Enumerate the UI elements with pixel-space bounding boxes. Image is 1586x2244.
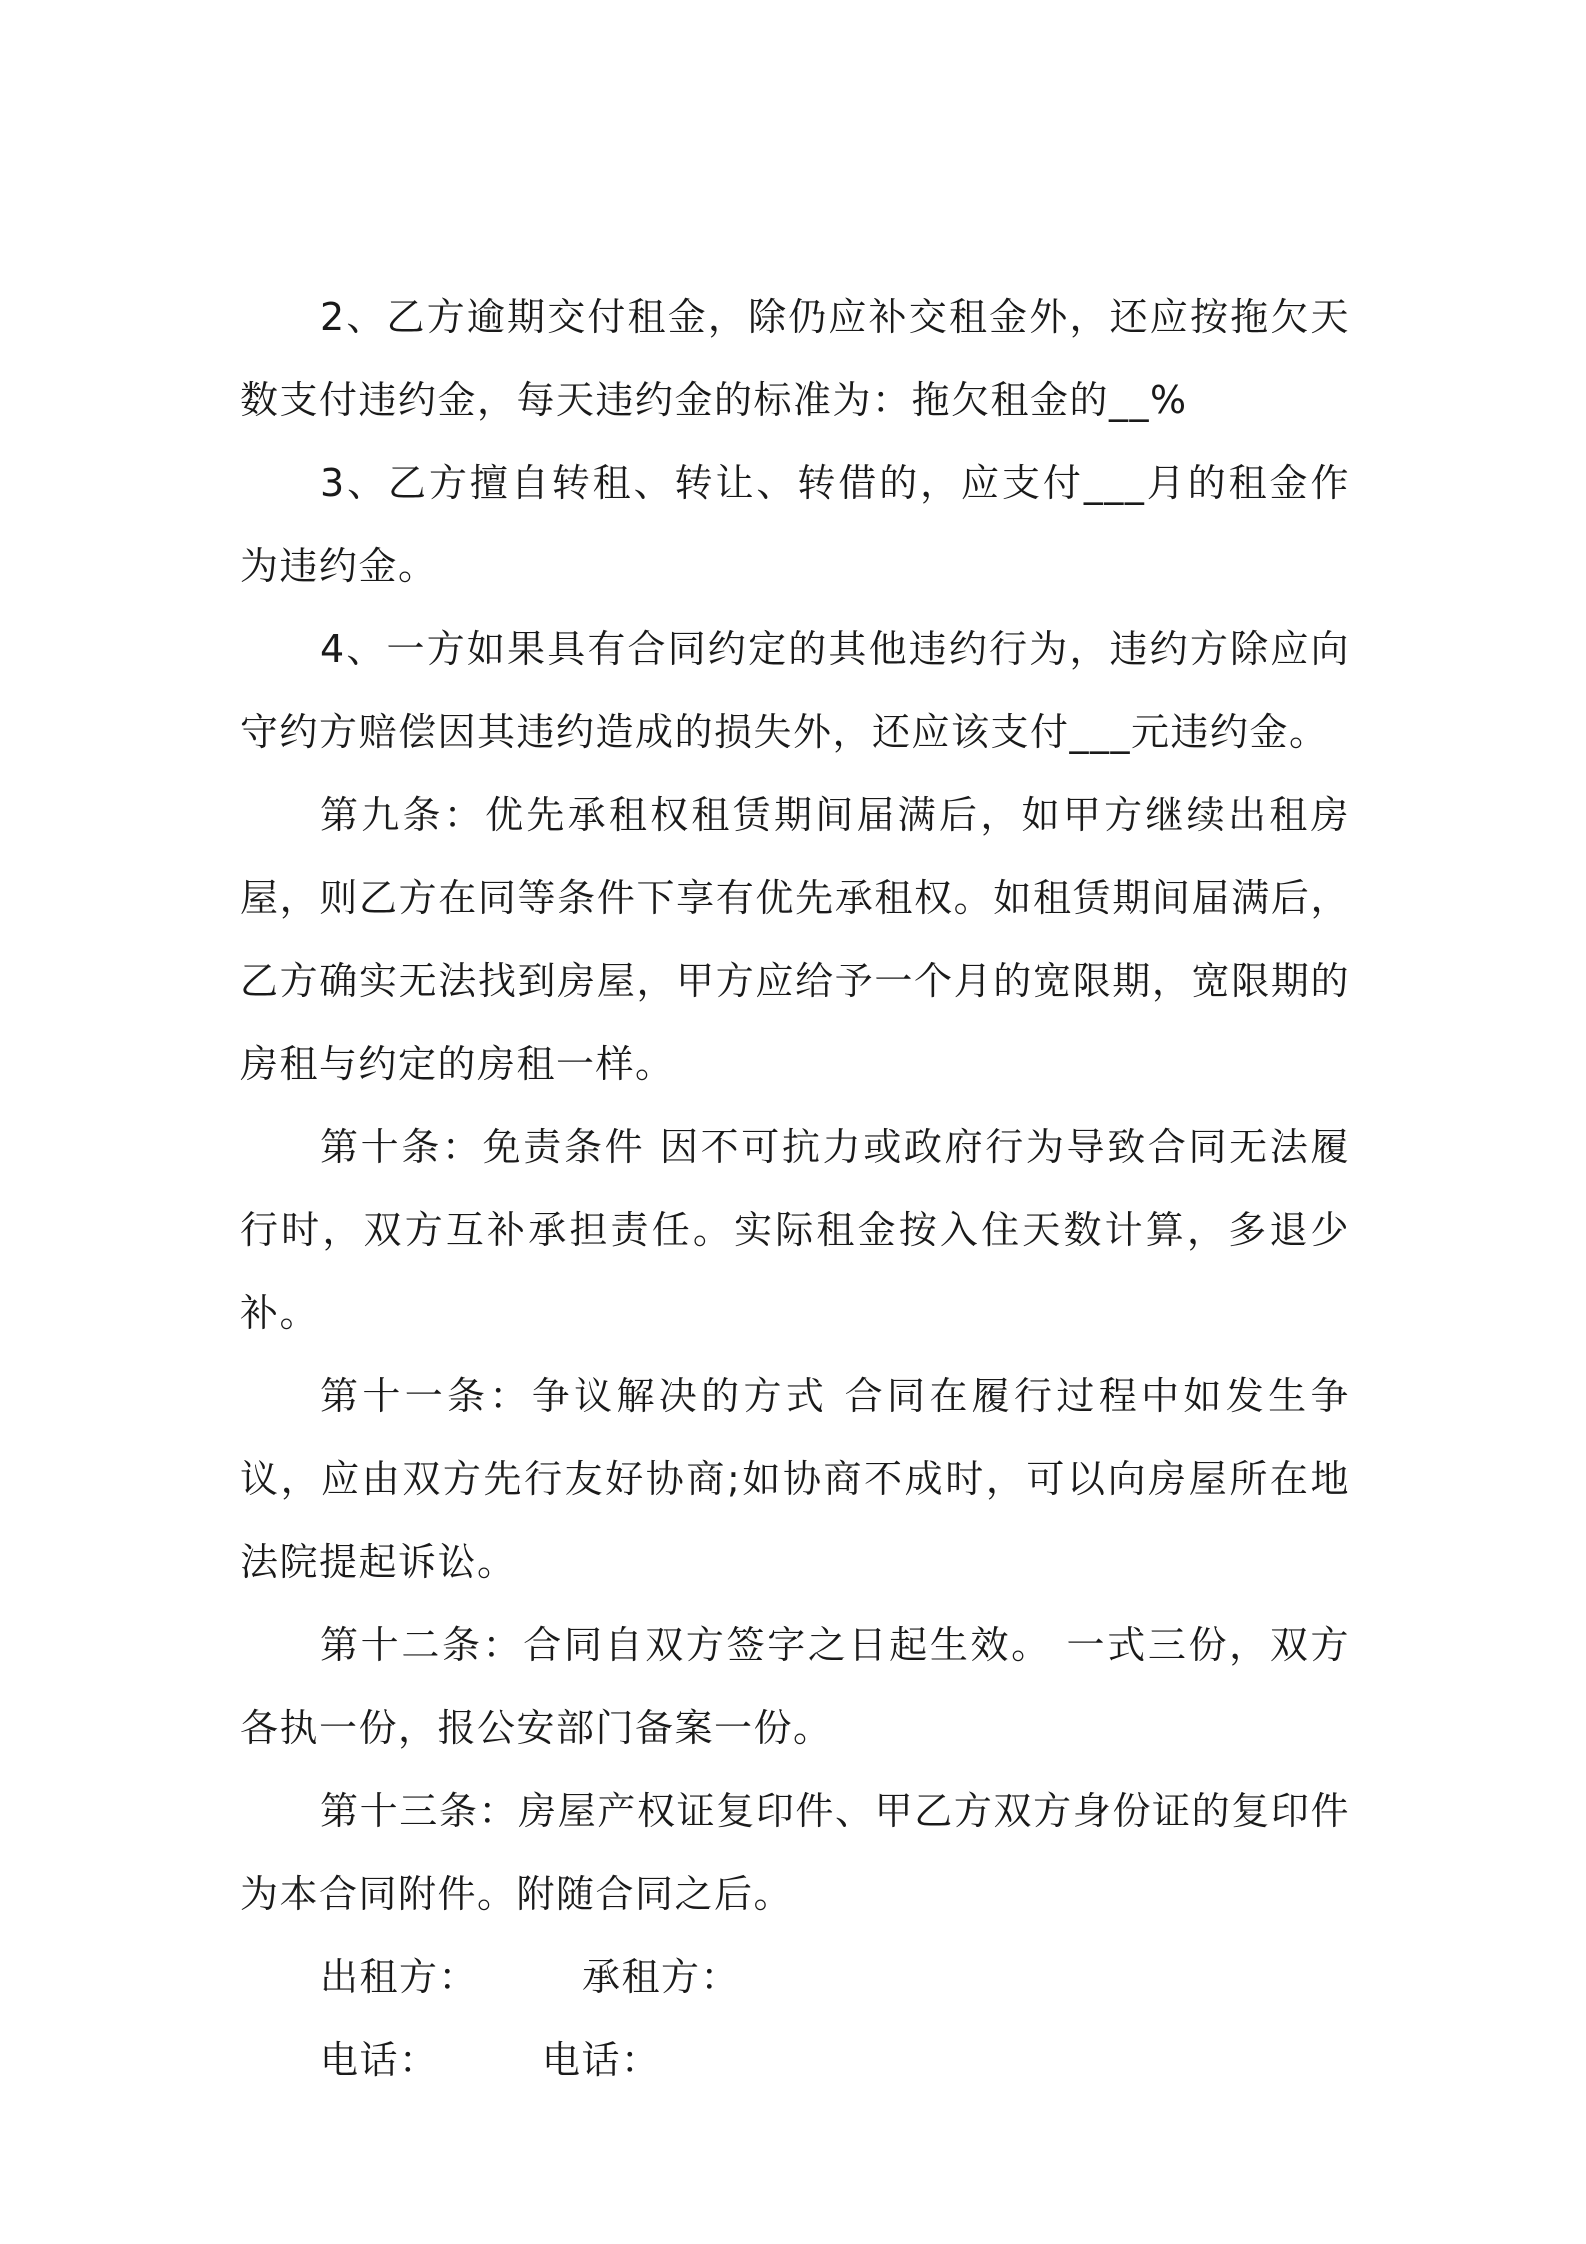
clause-paragraph-3: 3、乙方擅自转租、转让、转借的，应支付___月的租金作为违约金。 [240, 461, 1350, 588]
article-13-paragraph: 第十三条：房屋产权证复印件、甲乙方双方身份证的复印件为本合同附件。附随合同之后。 [240, 1789, 1350, 1916]
lessor-label: 出租方： [320, 1955, 479, 1999]
lessor-phone-label: 电话： [320, 2038, 439, 2082]
article-12-paragraph: 第十二条：合同自双方签字之日起生效。 一式三份，双方各执一份，报公安部门备案一份。 [240, 1623, 1350, 1750]
signature-party-line [240, 1936, 1350, 2019]
lessee-phone-label: 电话： [542, 2038, 661, 2082]
article-9-paragraph: 第九条：优先承租权租赁期间届满后，如甲方继续出租房屋，则乙方在同等条件下享有优先承租权。如租赁期间届满后，乙方确实无法找到房屋，甲方应给予一个月的宽限期，宽限期的房租与约定的房租一样。 [240, 793, 1350, 1086]
signature-phone-line [240, 2019, 1350, 2102]
article-10-paragraph: 第十条：免责条件 因不可抗力或政府行为导致合同无法履行时，双方互补承担责任。实际租金按入住天数计算，多退少补。 [240, 1125, 1350, 1335]
clause-paragraph-4: 4、一方如果具有合同约定的其他违约行为，违约方除应向守约方赔偿因其违约造成的损失外，还应该支付___元违约金。 [240, 627, 1350, 754]
lessee-label: 承租方： [582, 1955, 741, 1999]
document-body [240, 276, 1350, 2102]
clause-paragraph-2: 2、乙方逾期交付租金，除仍应补交租金外，还应按拖欠天数支付违约金，每天违约金的标准为：拖欠租金的__% [240, 295, 1350, 422]
article-11-paragraph: 第十一条：争议解决的方式 合同在履行过程中如发生争议，应由双方先行友好协商;如协商不成时，可以向房屋所在地法院提起诉讼。 [240, 1374, 1350, 1584]
